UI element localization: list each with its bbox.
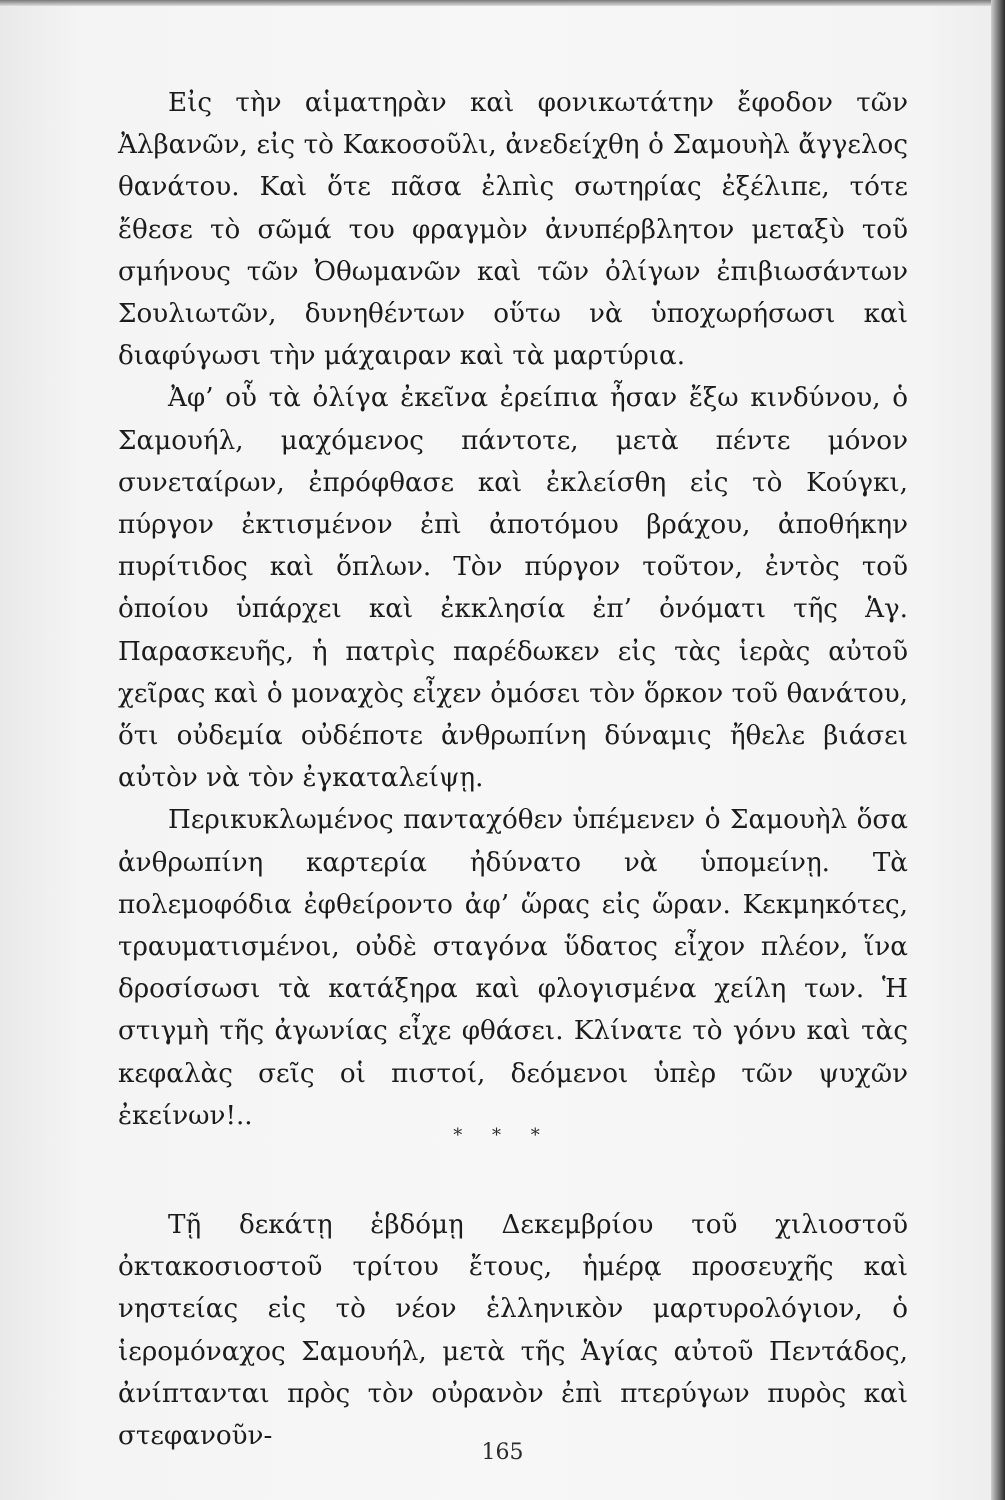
paragraph-2: Ἀφ’ οὗ τὰ ὀλίγα ἐκεῖνα ἐρείπια ἦσαν ἔξω κινδύνου, ὁ Σαμουήλ, μαχόμενος πάντοτε, μετὰ πέντε μόνον συνεταίρων, ἐπρόφθασε καὶ ἐκλείσθη εἰς τὸ Κούγκι, πύργον ἐκτισμένον ἐπὶ ἀποτόμου βράχου, ἀποθήκην πυρίτιδος καὶ ὅπλων. Τὸν πύργον τοῦτον, ἐντὸς τοῦ ὁποίου ὑπάρχει καὶ ἐκκλησία ἐπ’ ὀνόματι τῆς Ἁγ. Παρασκευῆς, ἡ πατρὶς παρέδωκεν εἰς τὰς ἱερὰς αὐτοῦ χεῖρας καὶ ὁ μοναχὸς εἶχεν ὀμόσει τὸν ὅρκον τοῦ θανάτου, ὅτι οὐδεμία οὐδέποτε ἀνθρωπίνη δύναμις ἤθελε βιάσει αὐτὸν νὰ τὸν ἐγκαταλείψῃ. [118, 383, 908, 794]
paragraph-1: Εἰς τὴν αἱματηρὰν καὶ φονικωτάτην ἔφοδον τῶν Ἀλβανῶν, εἰς τὸ Κακοσοῦλι, ἀνεδείχθη ὁ Σαμουὴλ ἄγγελος θανάτου. Καὶ ὅτε πᾶσα ἐλπὶς σωτηρίας ἐξέλιπε, τότε ἔθεσε τὸ σῶμά του φραγμὸν ἀνυπέρβλητον μεταξὺ τοῦ σμήνους τῶν Ὀθωμανῶν καὶ τῶν ὀλίγων ἐπιβιωσάντων Σουλιωτῶν, δυνηθέντων οὕτω νὰ ὑποχωρήσωσι καὶ διαφύγωσι τὴν μάχαιραν καὶ τὰ μαρτύρια. [118, 88, 908, 372]
scan-right-edge [991, 0, 1005, 1500]
section-separator: * * * [453, 1125, 552, 1146]
closing-text [118, 1204, 908, 1457]
scan-top-edge [0, 0, 1005, 6]
page-number: 165 [481, 1440, 524, 1465]
body-text [118, 82, 908, 1137]
paragraph-3: Περικυκλωμένος πανταχόθεν ὑπέμενεν ὁ Σαμουὴλ ὅσα ἀνθρωπίνη καρτερία ἠδύνατο νὰ ὑπομείνῃ. Τὰ πολεμοφόδια ἐφθείροντο ἀφ’ ὥρας εἰς ὥραν. Κεκμηκότες, τραυματισμένοι, οὐδὲ σταγόνα ὕδατος εἶχον πλέον, ἵνα δροσίσωσι τὰ κατάξηρα καὶ φλογισμένα χείλη των. Ἡ στιγμὴ τῆς ἀγωνίας εἶχε φθάσει. Κλίνατε τὸ γόνυ καὶ τὰς κεφαλὰς σεῖς οἱ πιστοί, δεόμενοι ὑπὲρ τῶν ψυχῶν ἐκείνων!.. [118, 805, 908, 1131]
paragraph-4: Τῇ δεκάτῃ ἑβδόμῃ Δεκεμβρίου τοῦ χιλιοστοῦ ὀκτακοσιοστοῦ τρίτου ἔτους, ἡμέρᾳ προσευχῆς καὶ νηστείας εἰς τὸ νέον ἑλληνικὸν μαρτυρολόγιον, ὁ ἱερομόναχος Σαμουήλ, μετὰ τῆς Ἁγίας αὐτοῦ Πεντάδος, ἀνίπτανται πρὸς τὸν οὐρανὸν ἐπὶ πτερύγων πυρὸς καὶ στεφανοῦν- [118, 1210, 908, 1452]
